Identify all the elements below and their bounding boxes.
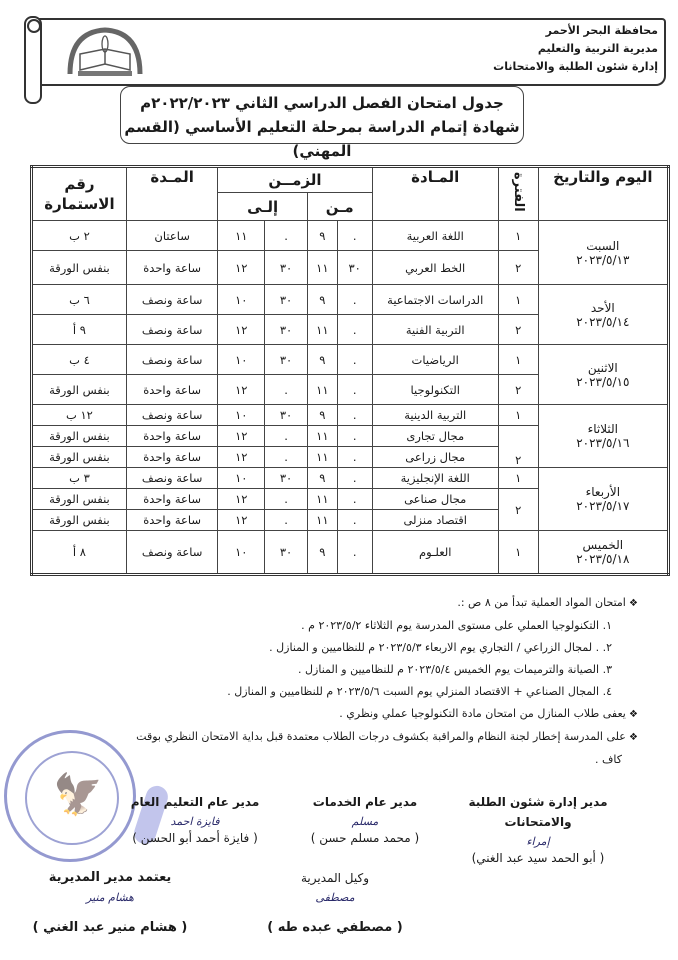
from-hour-cell: ١١ xyxy=(307,426,337,447)
form-number-cell: ٢ ب xyxy=(32,221,127,251)
from-minute-cell: . xyxy=(337,375,372,405)
form-number-cell: بنفس الورقة xyxy=(32,426,127,447)
signature-scrawl: مسلم xyxy=(351,815,379,828)
form-number-cell: بنفس الورقة xyxy=(32,447,127,468)
form-number-cell: ٦ ب xyxy=(32,285,127,315)
from-hour-cell: ٩ xyxy=(307,285,337,315)
signature-scrawl: مصطفى xyxy=(315,891,355,904)
to-hour-cell: ١٢ xyxy=(218,489,265,510)
from-minute-cell: . xyxy=(337,489,372,510)
org-directorate: مديرية التربية والتعليم xyxy=(537,42,658,55)
note-practical-intro: ❖ امتحان المواد العملية تبدأ من ٨ ص :. xyxy=(78,592,638,615)
signature-general-education-manager xyxy=(115,792,275,848)
subject-cell: اللغة الإنجليزية xyxy=(372,468,498,489)
from-hour-cell: ١١ xyxy=(307,375,337,405)
period-cell: ١ xyxy=(498,531,538,575)
header-subject: المـادة xyxy=(372,167,498,221)
form-number-cell: بنفس الورقة xyxy=(32,489,127,510)
duration-cell: ساعة ونصف xyxy=(126,468,218,489)
from-hour-cell: ٩ xyxy=(307,468,337,489)
signature-name: ( محمد مسلم حسن ) xyxy=(310,831,420,845)
period-cell: ٢ xyxy=(498,251,538,285)
day-date-cell xyxy=(538,405,668,468)
period-cell: ١ xyxy=(498,285,538,315)
day-name: الخميس xyxy=(582,538,624,552)
form-number-cell: بنفس الورقة xyxy=(32,251,127,285)
day-date-cell xyxy=(538,468,668,531)
from-hour-cell: ١١ xyxy=(307,251,337,285)
from-minute-cell: . xyxy=(337,468,372,489)
duration-cell: ساعة واحدة xyxy=(126,375,218,405)
from-minute-cell: . xyxy=(337,531,372,575)
from-minute-cell: . xyxy=(337,315,372,345)
to-minute-cell: . xyxy=(265,447,308,468)
to-hour-cell: ١٠ xyxy=(218,405,265,426)
duration-cell: ساعة ونصف xyxy=(126,531,218,575)
form-number-cell: ٩ أ xyxy=(32,315,127,345)
schedule-row xyxy=(32,221,669,251)
exam-date: ٢٠٢٣/٥/١٦ xyxy=(576,436,630,450)
title-line-2: شهادة إتمام الدراسة بمرحلة التعليم الأساسي (القسم المهني) xyxy=(124,118,520,160)
to-minute-cell: . xyxy=(265,221,308,251)
duration-cell: ساعة واحدة xyxy=(126,510,218,531)
period-cell: ١ xyxy=(498,468,538,489)
duration-cell: ساعة واحدة xyxy=(126,489,218,510)
from-minute-cell: . xyxy=(337,447,372,468)
day-name: الثلاثاء xyxy=(587,422,619,436)
form-number-cell: ٣ ب xyxy=(32,468,127,489)
header-period xyxy=(498,167,538,221)
to-minute-cell: ٣٠ xyxy=(265,405,308,426)
directorate-logo-icon xyxy=(60,24,150,80)
to-hour-cell: ١٢ xyxy=(218,375,265,405)
period-cell: ١ xyxy=(498,345,538,375)
subject-cell: الدراسات الاجتماعية xyxy=(372,285,498,315)
note-item-3: ٣. الصيانة والترميمات يوم الخميس ٢٠٢٣/٥/٤ م للنظاميين و المنازل . xyxy=(298,663,612,676)
from-hour-cell: ٩ xyxy=(307,345,337,375)
header-time: الزمــن xyxy=(218,167,372,193)
note-exempt: ❖ يعفى طلاب المنازل من امتحان مادة التكنولوجيا عملي ونظري . xyxy=(78,703,638,726)
signature-scrawl: فايزة احمد xyxy=(170,815,220,828)
subject-cell: مجال صناعى xyxy=(372,489,498,510)
day-date-cell xyxy=(538,345,668,405)
signature-name: ( هشام منير عبد الغني ) xyxy=(32,920,188,935)
org-department: إدارة شئون الطلبة والامتحانات xyxy=(493,60,658,73)
to-hour-cell: ١٠ xyxy=(218,468,265,489)
to-minute-cell: . xyxy=(265,510,308,531)
note-item-4: ٤. المجال الصناعي + الاقتصاد المنزلي يوم السبت ٢٠٢٣/٥/٦ م للنظاميين و المنازل . xyxy=(227,685,612,698)
from-minute-cell: . xyxy=(337,285,372,315)
from-minute-cell: . xyxy=(337,221,372,251)
to-minute-cell: ٣٠ xyxy=(265,345,308,375)
signature-name: ( مصطفي عبده طه ) xyxy=(267,920,403,935)
to-hour-cell: ١٠ xyxy=(218,345,265,375)
subject-cell: مجال تجارى xyxy=(372,426,498,447)
period-cell: ١ xyxy=(498,221,538,251)
subject-cell: مجال زراعى xyxy=(372,447,498,468)
from-hour-cell: ٩ xyxy=(307,221,337,251)
duration-cell: ساعة واحدة xyxy=(126,251,218,285)
from-minute-cell: . xyxy=(337,510,372,531)
schedule-row xyxy=(32,405,669,426)
from-minute-cell: ٣٠ xyxy=(337,251,372,285)
exam-date: ٢٠٢٣/٥/١٨ xyxy=(576,552,630,566)
header-duration: المـدة xyxy=(126,167,218,221)
subject-cell: اللغة العربية xyxy=(372,221,498,251)
to-minute-cell: . xyxy=(265,489,308,510)
note-item-1: ١. التكنولوجيا العملي على مستوى المدرسة يوم الثلاثاء ٢٠٢٣/٥/٢ م . xyxy=(301,619,612,632)
document-title-box xyxy=(120,86,524,160)
form-number-cell: بنفس الورقة xyxy=(32,510,127,531)
period-cell: ٢ xyxy=(498,489,538,531)
day-name: الأحد xyxy=(590,300,615,315)
from-hour-cell: ١١ xyxy=(307,489,337,510)
to-minute-cell: ٣٠ xyxy=(265,251,308,285)
signature-name: ( فايزة أحمد أبو الحسن ) xyxy=(132,831,258,845)
signature-title: وكيل المديرية xyxy=(301,871,369,885)
organization-block xyxy=(493,22,658,76)
note-school-notice-cont: كاف . xyxy=(595,753,622,766)
duration-cell: ساعة ونصف xyxy=(126,405,218,426)
duration-cell: ساعة ونصف xyxy=(126,315,218,345)
schedule-row xyxy=(32,468,669,489)
from-hour-cell: ١١ xyxy=(307,315,337,345)
period-cell: ٢ xyxy=(498,315,538,345)
to-minute-cell: ٣٠ xyxy=(265,285,308,315)
note-school-notice: ❖ على المدرسة إخطار لجنة النظام والمراقبة بكشوف درجات الطلاب معتمدة قبل بداية الامتحان النظري بوقت xyxy=(78,726,638,749)
to-hour-cell: ١٠ xyxy=(218,285,265,315)
schedule-row xyxy=(32,345,669,375)
form-number-cell: ٨ أ xyxy=(32,531,127,575)
day-name: الاثنين xyxy=(587,360,618,375)
header-to: إلـى xyxy=(218,193,307,221)
from-minute-cell: . xyxy=(337,426,372,447)
scroll-roll-icon xyxy=(24,16,42,104)
period-cell: ٢ xyxy=(498,375,538,405)
subject-cell: التربية الفنية xyxy=(372,315,498,345)
day-date-cell xyxy=(538,285,668,345)
from-hour-cell: ٩ xyxy=(307,531,337,575)
duration-cell: ساعة ونصف xyxy=(126,345,218,375)
period-cell: ١ xyxy=(498,405,538,426)
form-number-cell: ١٢ ب xyxy=(32,405,127,426)
to-hour-cell: ١١ xyxy=(218,221,265,251)
duration-cell: ساعة واحدة xyxy=(126,447,218,468)
header-banner xyxy=(22,16,672,90)
title-line-1: جدول امتحان الفصل الدراسي الثاني ٢٠٢٢/٢٠٢٣م xyxy=(140,94,504,112)
to-minute-cell: ٣٠ xyxy=(265,531,308,575)
notes-section xyxy=(78,592,638,771)
to-minute-cell: . xyxy=(265,426,308,447)
signature-exams-manager xyxy=(438,792,638,868)
from-minute-cell: . xyxy=(337,405,372,426)
day-date-cell xyxy=(538,221,668,285)
duration-cell: ساعة واحدة xyxy=(126,426,218,447)
to-minute-cell: ٣٠ xyxy=(265,315,308,345)
signature-services-manager xyxy=(290,792,440,848)
signature-name: ( أبو الحمد سيد عبد الغني) xyxy=(471,851,605,865)
to-hour-cell: ١٢ xyxy=(218,251,265,285)
day-date-cell xyxy=(538,531,668,575)
to-hour-cell: ١٠ xyxy=(218,531,265,575)
subject-cell: العلـوم xyxy=(372,531,498,575)
schedule-row xyxy=(32,285,669,315)
header-form-number: رقم الاستمارة xyxy=(32,167,127,221)
signature-deputy-director xyxy=(255,868,415,938)
signature-scrawl: هشام منير xyxy=(86,891,134,904)
to-hour-cell: ١٢ xyxy=(218,447,265,468)
day-name: السبت xyxy=(586,238,620,253)
subject-cell: التربية الدينية xyxy=(372,405,498,426)
subject-cell: اقتصاد منزلى xyxy=(372,510,498,531)
header-day-date: اليوم والتاريخ xyxy=(538,167,668,221)
form-number-cell: ٤ ب xyxy=(32,345,127,375)
exam-date: ٢٠٢٣/٥/١٧ xyxy=(576,499,630,513)
signature-title: مدير عام الخدمات xyxy=(312,795,418,809)
to-hour-cell: ١٢ xyxy=(218,426,265,447)
duration-cell: ساعة ونصف xyxy=(126,285,218,315)
to-hour-cell: ١٢ xyxy=(218,315,265,345)
signature-title: مدير عام التعليم العام xyxy=(130,795,260,809)
signature-scrawl: إمراء xyxy=(526,835,550,848)
eagle-emblem-icon: 🦅 xyxy=(53,772,103,818)
duration-cell: ساعتان xyxy=(126,221,218,251)
signature-director-approval xyxy=(20,868,200,938)
schedule-row xyxy=(32,531,669,575)
subject-cell: الخط العربي xyxy=(372,251,498,285)
exam-schedule-table xyxy=(30,165,670,576)
note-item-2: ٢. . لمجال الزراعي / التجاري يوم الاربعاء ٢٠٢٣/٥/٣ م للنظاميين و المنازل . xyxy=(269,641,612,654)
header-period-label: الفترة xyxy=(510,172,526,212)
from-hour-cell: ١١ xyxy=(307,510,337,531)
to-minute-cell: . xyxy=(265,375,308,405)
subject-cell: الرياضيات xyxy=(372,345,498,375)
to-hour-cell: ١٢ xyxy=(218,510,265,531)
exam-date: ٢٠٢٣/٥/١٤ xyxy=(576,314,630,329)
day-name: الأربعاء xyxy=(585,485,621,499)
from-hour-cell: ١١ xyxy=(307,447,337,468)
exam-date: ٢٠٢٣/٥/١٣ xyxy=(576,252,630,267)
from-hour-cell: ٩ xyxy=(307,405,337,426)
form-number-cell: بنفس الورقة xyxy=(32,375,127,405)
exam-date: ٢٠٢٣/٥/١٥ xyxy=(576,374,630,389)
org-governorate: محافظة البحر الأحمر xyxy=(545,24,658,37)
signature-title: مدير إدارة شئون الطلبة والامتحانات xyxy=(468,795,608,829)
signature-title: يعتمد مدير المديرية xyxy=(48,870,172,885)
period-cell: ٢ xyxy=(498,426,538,468)
from-minute-cell: . xyxy=(337,345,372,375)
to-minute-cell: ٣٠ xyxy=(265,468,308,489)
subject-cell: التكنولوجيا xyxy=(372,375,498,405)
header-from: مـن xyxy=(307,193,372,221)
